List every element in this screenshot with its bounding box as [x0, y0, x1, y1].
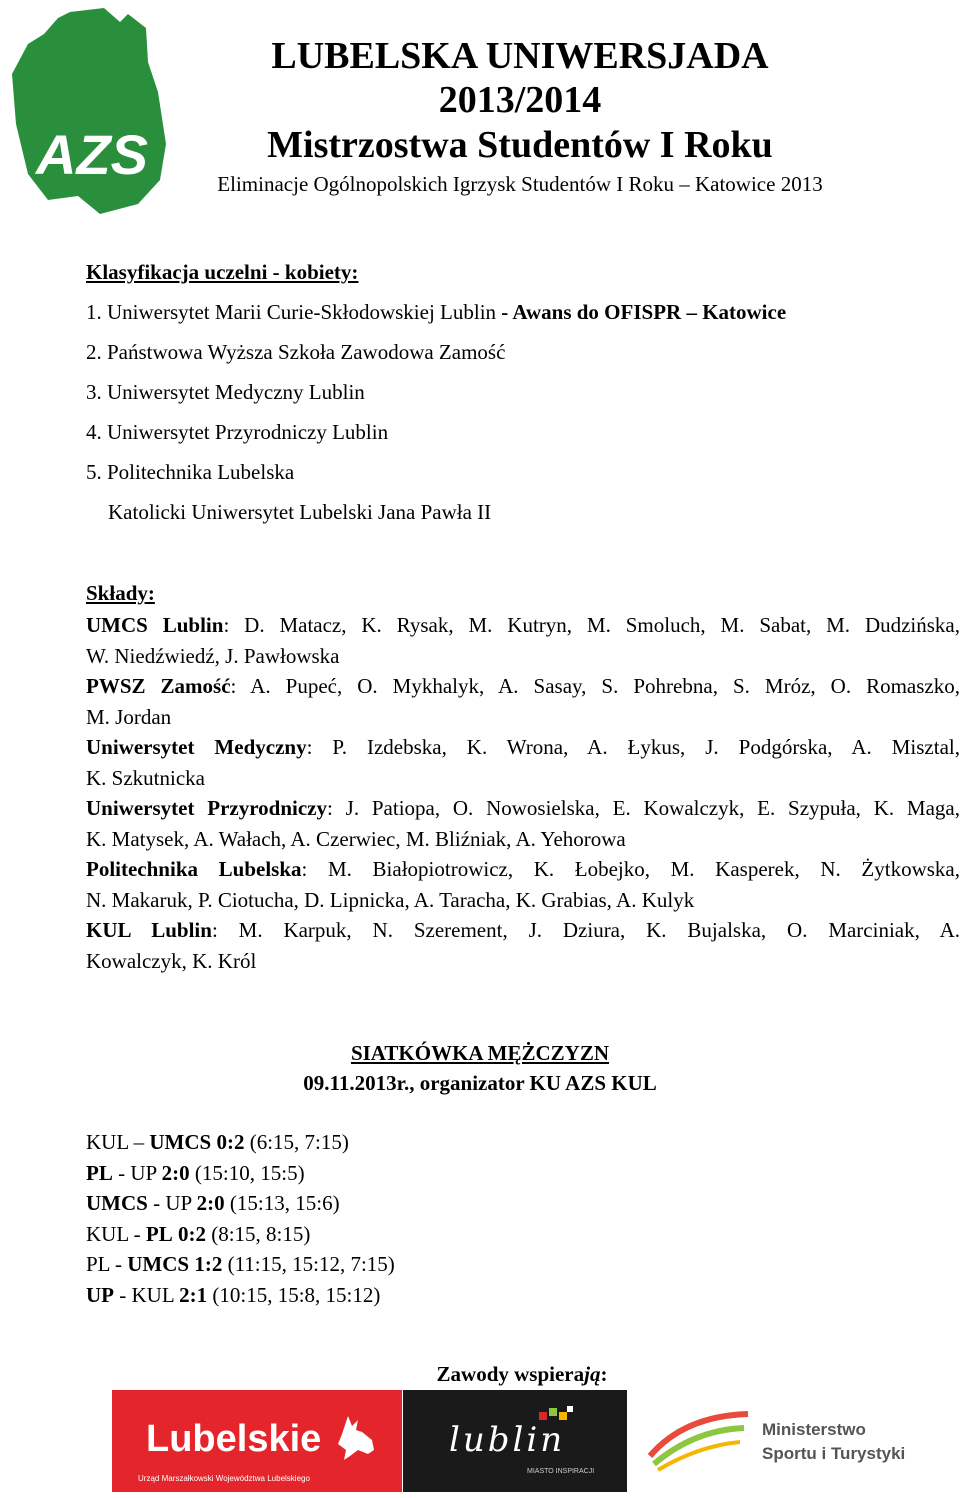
team-name: Politechnika Lubelska [86, 857, 302, 881]
klasyfikacja-title: Klasyfikacja uczelni - kobiety: [86, 260, 359, 284]
set-scores: (8:15, 8:15) [211, 1221, 311, 1246]
separator: - [147, 1191, 166, 1216]
team-roster-line [86, 915, 960, 946]
team-roster-line: K. Matysek, A. Wałach, A. Czerwiec, M. Bliźniak, A. Yehorowa [86, 826, 626, 851]
team-roster-line [86, 854, 960, 885]
siatkowka-header [0, 1038, 960, 1098]
team-a: UP [86, 1282, 114, 1307]
team-players: : J. Patiopa, O. Nowosielska, E. Kowalczyk, E. Szypuła, K. Maga, [327, 796, 960, 820]
team-players: : A. Pupeć, O. Mykhalyk, A. Sasay, S. Pohrebna, S. Mróz, O. Romaszko, [230, 674, 960, 698]
team-b: PL [145, 1221, 173, 1246]
team-name: KUL Lublin [86, 918, 212, 942]
team-b: UP [130, 1160, 157, 1185]
team-roster-line: W. Niedźwiedź, J. Pawłowska [86, 643, 340, 668]
sponsors-title-colon: : [600, 1362, 608, 1386]
klasyfikacja-section [86, 258, 960, 538]
team-roster-line: N. Makaruk, P. Ciotucha, D. Lipnicka, A. Taracha, K. Grabias, A. Kulyk [86, 887, 695, 912]
separator: - [109, 1252, 128, 1277]
match-score: 2:0 [161, 1160, 190, 1185]
team-a: UMCS [86, 1191, 148, 1216]
ranking-item: 4. Uniwersytet Przyrodniczy Lublin [86, 420, 389, 444]
lubelskie-logo-text: Lubelskie [146, 1418, 322, 1460]
lublin-logo-subtitle: MIASTO INSPIRACJI [527, 1468, 595, 1475]
ranking-item-note: - Awans do OFISPR – Katowice [496, 300, 787, 324]
match-result [86, 1188, 960, 1219]
siatkowka-date: 09.11.2013r., organizator KU AZS KUL [303, 1071, 657, 1095]
team-roster-line [86, 610, 960, 641]
match-score: 0:2 [216, 1130, 245, 1154]
azs-logo-text: AZS [36, 123, 148, 186]
team-a: KUL [86, 1221, 129, 1246]
lublin-logo-text: lublin [449, 1420, 566, 1460]
team-b: KUL [131, 1282, 174, 1307]
sponsors-title-italic: ją [584, 1362, 601, 1386]
separator: – [128, 1130, 150, 1154]
ranking-item: 3. Uniwersytet Medyczny Lublin [86, 380, 365, 404]
team-b: UMCS [127, 1252, 190, 1277]
siatkowka-title: SIATKÓWKA MĘŻCZYZN [350, 1041, 610, 1065]
ministerstwo-logo-text [762, 1418, 905, 1466]
team-players: : P. Izdebska, K. Wrona, A. Łykus, J. Podgórska, A. Misztal, [306, 735, 960, 759]
subtitle: Eliminacje Ogólnopolskich Igrzysk Studentów I Roku – Katowice 2013 [217, 172, 823, 196]
document-header [170, 34, 870, 198]
team-name: Uniwersytet Medyczny [86, 735, 307, 759]
sponsors-title [0, 1362, 960, 1387]
team-roster-line [86, 671, 960, 702]
sklady-title: Składy: [86, 581, 155, 605]
team-roster-line [86, 793, 960, 824]
deer-icon [328, 1410, 384, 1466]
ministerstwo-swoosh-icon [644, 1406, 754, 1476]
team-name: Uniwersytet Przyrodniczy [86, 796, 328, 820]
set-scores: (6:15, 7:15) [249, 1130, 349, 1154]
ranking-item: 5. Politechnika Lubelska [86, 460, 295, 484]
match-score: 1:2 [194, 1252, 223, 1277]
separator: - [112, 1160, 131, 1185]
set-scores: (15:10, 15:5) [194, 1160, 305, 1185]
team-players: : M. Białopiotrowicz, K. Łobejko, M. Kasperek, N. Żytkowska, [301, 857, 960, 881]
team-b: UP [165, 1191, 192, 1216]
team-b: UMCS [149, 1130, 212, 1154]
match-score: 2:1 [179, 1282, 208, 1307]
ministerstwo-line-2: Sportu i Turystyki [762, 1444, 906, 1463]
ranking-item-text: 1. Uniwersytet Marii Curie-Skłodowskiej Lublin [86, 300, 497, 324]
match-score: 0:2 [177, 1221, 206, 1246]
team-players: : M. Karpuk, N. Szerement, J. Dziura, K. Bujalska, O. Marciniak, A. [211, 918, 960, 942]
sponsors-title-text: Zawody wspiera [436, 1362, 585, 1386]
ranking-item-extra: Katolicki Uniwersytet Lubelski Jana Pawła II [108, 500, 492, 524]
separator: - [114, 1282, 132, 1307]
ranking-item: 2. Państwowa Wyższa Szkoła Zawodowa Zamość [86, 340, 506, 364]
match-result [86, 1158, 960, 1189]
set-scores: (15:13, 15:6) [229, 1191, 340, 1216]
match-score: 2:0 [196, 1191, 225, 1216]
lublin-logo [403, 1390, 627, 1492]
title-line-1: LUBELSKA UNIWERSJADA [271, 35, 769, 77]
azs-logo [8, 4, 168, 214]
match-result [86, 1280, 960, 1311]
team-name: PWSZ Zamość [86, 674, 231, 698]
team-a: PL [86, 1160, 113, 1185]
team-name: UMCS Lublin [86, 613, 224, 637]
team-a: PL [86, 1252, 110, 1277]
ministerstwo-line-1: Ministerstwo [762, 1420, 866, 1439]
team-roster-line: M. Jordan [86, 704, 172, 729]
ministerstwo-logo [640, 1398, 940, 1488]
team-roster-line: Kowalczyk, K. Król [86, 948, 257, 973]
team-roster-line: K. Szkutnicka [86, 765, 205, 790]
lubelskie-logo [112, 1390, 402, 1492]
team-a: KUL [86, 1130, 129, 1154]
match-result [86, 1249, 960, 1280]
set-scores: (11:15, 15:12, 7:15) [227, 1252, 395, 1277]
ranking-item [86, 298, 960, 338]
match-result [86, 1127, 960, 1158]
team-roster-line [86, 732, 960, 763]
set-scores: (10:15, 15:8, 15:12) [212, 1282, 381, 1307]
separator: - [128, 1221, 146, 1246]
title-line-2: 2013/2014 [438, 79, 602, 121]
lubelskie-logo-subtitle: Urząd Marszałkowski Województwa Lubelskiego [138, 1474, 310, 1483]
match-result [86, 1219, 960, 1250]
results-list [86, 1127, 960, 1311]
team-players: : D. Matacz, K. Rysak, M. Kutryn, M. Smoluch, M. Sabat, M. Dudzińska, [223, 613, 960, 637]
title-line-3: Mistrzostwa Studentów I Roku [267, 124, 773, 166]
sklady-section [86, 580, 960, 976]
